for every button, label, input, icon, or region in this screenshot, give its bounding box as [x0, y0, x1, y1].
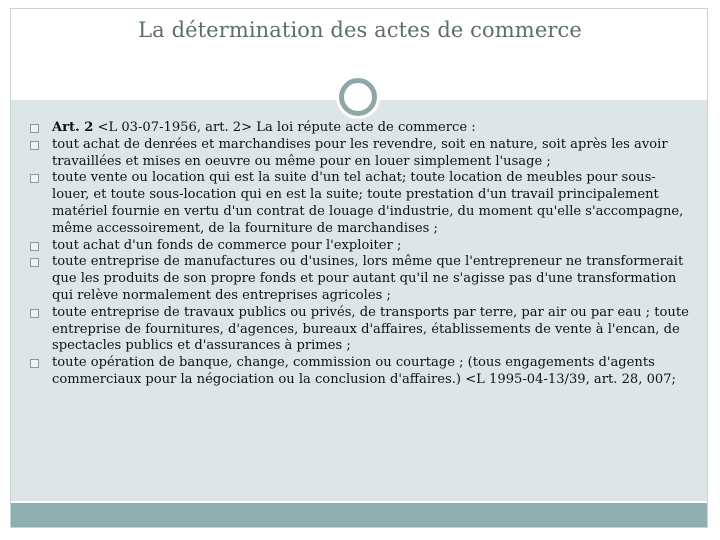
square-bullet-icon: [30, 242, 39, 251]
square-bullet-icon: [30, 258, 39, 267]
list-item-text: tout achat d'un fonds de commerce pour l'exploiter ;: [52, 237, 402, 253]
list-item-text: toute vente ou location qui est la suite d'un tel achat; toute location de meubles pour sous-louer, et toute sous-location qui en est la suite; toute prestation d'un travail principalement matériel fournie en vertu d'un contrat de louage d'industrie, du moment qu'elle s'accompagne, même accessoirement, de la fourniture de marchandises ;: [52, 170, 684, 236]
list-item-text: toute entreprise de travaux publics ou privés, de transports par terre, par air ou par eau ; toute entreprise de fournitures, d'agences, bureaux d'affaires, établissements de vente à l'encan, de spectacles publics et d'assurances à primes ;: [52, 304, 689, 354]
list-item-text: toute opération de banque, change, commission ou courtage ; (tous engagements d'agents commerciaux pour la négociation ou la conclusion d'affaires.) <L 1995-04-13/39, art. 28, 007;: [52, 355, 676, 387]
ring-ornament-icon: [339, 78, 377, 116]
list-item-text: <L 03-07-1956, art. 2> La loi répute acte de commerce :: [93, 120, 476, 135]
square-bullet-icon: [30, 359, 39, 368]
list-item: [30, 254, 690, 304]
list-item: [30, 238, 690, 255]
footer-bar: [11, 503, 707, 527]
list-item: [30, 120, 690, 137]
square-bullet-icon: [30, 309, 39, 318]
article-label: Art. 2: [52, 120, 94, 135]
square-bullet-icon: [30, 124, 39, 133]
list-item-text: toute entreprise de manufactures ou d'usines, lors même que l'entrepreneur ne transformerait que les produits de son propre fonds et pour autant qu'il ne s'agisse pas d'une transformation qui relève normalement des entreprises agricoles ;: [52, 254, 684, 303]
square-bullet-icon: [30, 174, 39, 183]
square-bullet-icon: [30, 141, 39, 150]
list-item: [30, 170, 690, 237]
slide-title: La détermination des actes de commerce: [138, 18, 582, 42]
bullet-list: [30, 120, 690, 389]
list-item-text: tout achat de denrées et marchandises pour les revendre, soit en nature, soit après les avoir travaillées et mises en oeuvre ou même pour en louer simplement l'usage ;: [52, 136, 668, 169]
list-item: [30, 137, 690, 171]
list-item: [30, 355, 690, 389]
list-item: [30, 305, 690, 355]
